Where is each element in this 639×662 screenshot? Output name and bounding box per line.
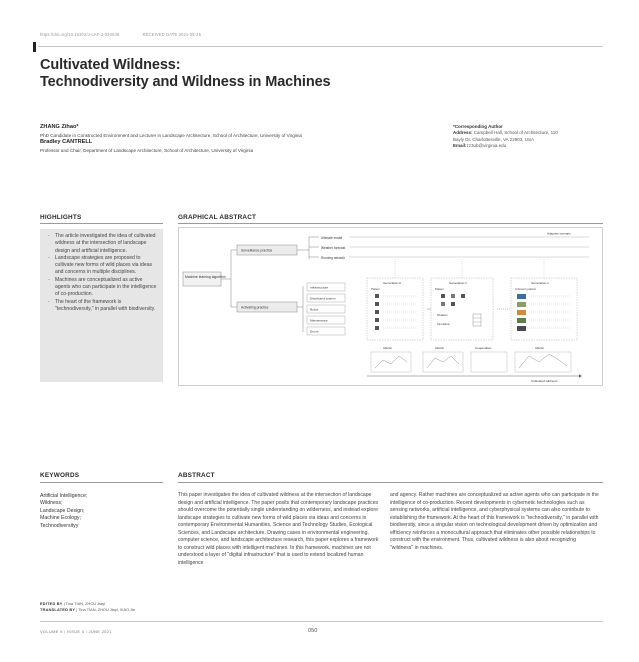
email-link[interactable]: zz3ub@virginia.edu <box>466 143 507 149</box>
gen1-icon-5 <box>451 302 455 306</box>
gen-n-image-4 <box>517 318 526 323</box>
graphical-abstract-diagram <box>179 228 604 387</box>
keywords-heading: KEYWORDS <box>40 472 80 479</box>
gen-head-1: Generation 1 <box>449 281 467 285</box>
translated-label: TRANSLATED BY <box>40 607 76 612</box>
timeline-panel-1 <box>371 352 411 372</box>
gen-n-image-5 <box>517 326 526 331</box>
gen-head-0: Generation 0 <box>383 281 401 285</box>
gen0-icon-1 <box>375 294 379 298</box>
abstract-heading: ABSTRACT <box>178 472 215 479</box>
gen-head-n: Generation n <box>531 281 549 285</box>
abstract-rule <box>178 482 603 483</box>
corresponding-author <box>453 124 603 150</box>
bottom-item-5: Drone <box>310 329 319 334</box>
top-item-2: Weather forecast <box>321 246 346 250</box>
highlights-box <box>40 229 163 382</box>
bottom-item-4: Maintenance <box>310 318 328 323</box>
timeline-arrowhead <box>579 375 582 378</box>
credits: EDITED BY | Tina TIAN, ZHOU Jiayi TRANSLATED BY | Tina TIAN, ZHOU Jiayi, XIAO Jie <box>40 601 136 612</box>
gen1-stack-icon <box>473 314 481 326</box>
bottom-item-1: Infrastructure <box>310 285 329 290</box>
gen0-icon-2 <box>375 302 379 306</box>
gen0-icon-4 <box>375 318 379 322</box>
gen-n-image-1 <box>517 294 526 299</box>
gen1-icon-3 <box>461 294 465 298</box>
footer-divider <box>40 621 603 622</box>
adaptive-label: Adaptive scenario <box>547 231 571 236</box>
highlight-item: - The article investigated the idea of cultivated wildness at the intersection of landscape design and artificial intelligence. <box>48 233 157 255</box>
edited-by: Tina TIAN, ZHOU Jiayi <box>65 601 106 606</box>
author-affiliation-1: PhD Candidate in Constructed Environment and Lecturer in Landscape Architecture, School of Architecture, University of Virginia <box>40 132 302 138</box>
doi-link[interactable]: https://doi.org/10.15302/J-LAF-1-020046 <box>40 32 120 37</box>
keyword-item: Artificial Intelligence; <box>40 493 88 499</box>
timeline-panel-4 <box>515 352 571 372</box>
header-accent-bar <box>33 42 36 52</box>
highlights-heading: HIGHLIGHTS <box>40 214 82 221</box>
highlight-item: - The heart of the framework is "technodiversity," in parallel with biodiversity. <box>48 299 157 314</box>
cultivated-wildness-label: Cultivated wildness <box>531 379 558 383</box>
activating-label: Activating practice <box>241 305 269 310</box>
bottom-item-3: Robot <box>310 307 319 312</box>
bottom-item-2: Distributed system <box>310 296 336 301</box>
author-name-2: Bradley CANTRELL <box>40 139 93 146</box>
keyword-item: Technodiversityy <box>40 522 79 529</box>
header-divider <box>38 46 603 47</box>
top-item-1: Ultimate model <box>321 236 343 240</box>
page-number: 050 <box>308 628 318 634</box>
author-affiliation-2: Professor and Chair, Department of Landscape Architecture, School of Architecture, University of Virginia <box>40 147 254 153</box>
received-date: RECEIVED DATE 2021-05-25 <box>142 32 202 37</box>
volume-info: VOLUME 9 / ISSUE 3 / JUNE 2021 <box>40 629 112 634</box>
keyword-item: Landscape Design; <box>40 507 85 514</box>
author-block <box>40 124 440 154</box>
timeline-panel-3 <box>471 352 507 372</box>
gen1-icon-4 <box>441 302 445 306</box>
address-label: Address: <box>453 130 473 136</box>
gen0-icon-3 <box>375 310 379 314</box>
graphical-abstract-rule <box>178 223 603 224</box>
highlight-item: - Machines are conceptualized as active agents who can participate in the intelligence of co-production. <box>48 277 157 299</box>
surveillance-label: Surveillance practice <box>241 248 273 253</box>
abstract-column-1: This paper investigates the idea of cultivated wildness at the intersection of landscape design and artificial intelligence. The paper posits that contemporary landscape practices should overcome the potentially single understanding on wilderness, and instead explore landscape strategies to cultivate new forms of wild places via ideas and concerns in contemporary Environmental Humanities, Science and Technology Studies, Ecological Sciences, and Landscape architecture. Drawing cases in environmental engineering, computer science, and landscape architecture research, this paper explores a framework to construct wild places with intelligent machines. In this framework, machines are not understood a layer of "digital infrastructure" that is used to extend localized human intelligence <box>178 492 379 566</box>
timeline-graph-4 <box>519 354 567 368</box>
page-title <box>40 57 331 91</box>
edited-label: EDITED BY <box>40 601 63 606</box>
pattern-label-0: Pattern <box>371 287 381 291</box>
graphical-abstract-figure <box>178 227 603 386</box>
timeline-label-4: Abiotic <box>535 346 545 350</box>
gen-n-image-3 <box>517 310 526 315</box>
address-line-2: Bayly Dr. Charlottesville, VA 22903, USA <box>453 136 534 142</box>
timeline-label-3: Cooperation <box>475 346 492 350</box>
graphical-abstract-heading: GRAPHICAL ABSTRACT <box>178 214 257 221</box>
doi-line <box>40 32 223 37</box>
timeline-graph-2 <box>427 356 459 368</box>
unknown-pattern-label: Unknown pattern <box>515 287 537 291</box>
simulation-label: Simulation <box>437 322 451 326</box>
top-item-3: Running network <box>321 256 345 260</box>
timeline-label-1: Abiotic <box>383 346 393 350</box>
title-line-2: Technodiversity and Wildness in Machines <box>40 74 331 90</box>
corresponding-heading: *Corresponding Author <box>453 124 503 129</box>
gen1-icon-2 <box>451 294 455 298</box>
title-line-1: Cultivated Wildness: <box>40 57 181 73</box>
gen1-icon-1 <box>441 294 445 298</box>
author-name-1: ZHANG Zihao* <box>40 124 79 130</box>
email-label: Email: <box>453 143 467 149</box>
pattern-label-1: Pattern <box>435 287 445 291</box>
keyword-item: Wildness; <box>40 500 63 507</box>
gen0-icon-5 <box>375 326 379 330</box>
address-line-1: Campbell Hall, School of Architecture, 110 <box>473 130 558 136</box>
timeline-graph-1 <box>375 356 407 368</box>
abstract-column-2: and agency. Rather machines are conceptualized as active agents who can participate in the intelligence of co-production. Recent developments in cybernetic technologies such as sensing networks, artificial intelligence, and cyberphysical systems can also contribute to establishing the framework. At the heart of this framework is "technodiversity," in parallel with biodiversity, since a singular vision on technological development driven by optimization and efficiency reinforces a monocultural approach that eliminates other possible relationships to construct with the environment. Thus, cultivated wildness is also about recognizing "wildness" in machines. <box>390 492 599 551</box>
highlights-rule <box>40 223 163 224</box>
highlight-item: - Landscape strategies are proposed to cultivate new forms of wild places via ideas and concerns in multiple disciplines. <box>48 255 157 277</box>
keyword-item: Machine Ecology; <box>40 515 81 522</box>
translated-by: Tina TIAN, ZHOU Jiayi, XIAO Jie <box>78 607 136 612</box>
keywords-rule <box>40 482 163 483</box>
mutation-label: Mutation <box>437 313 448 317</box>
root-label: Machine learning algorithm <box>185 275 226 279</box>
keywords-list <box>40 493 87 530</box>
gen-n-image-2 <box>517 302 526 307</box>
timeline-label-2: Abiotic <box>435 346 445 350</box>
